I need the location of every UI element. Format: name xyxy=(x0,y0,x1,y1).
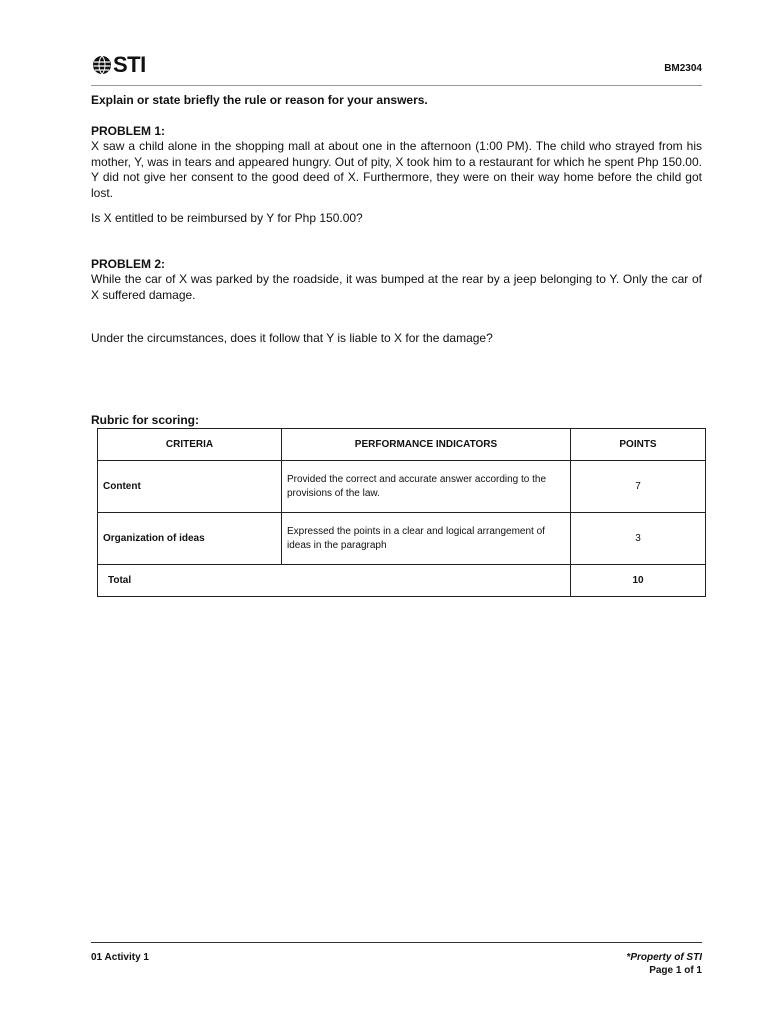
rubric-title: Rubric for scoring: xyxy=(91,413,200,427)
problem-1-title: PROBLEM 1: xyxy=(91,124,166,138)
document-code: BM2304 xyxy=(664,63,702,74)
header-criteria: CRITERIA xyxy=(98,429,282,461)
points-cell: 7 xyxy=(571,461,706,513)
table-row xyxy=(98,461,706,513)
table-row xyxy=(98,513,706,565)
footer-activity-label: 01 Activity 1 xyxy=(91,952,149,963)
property-notice: *Property of STI xyxy=(626,952,702,963)
total-label: Total xyxy=(98,565,571,597)
page-number: Page 1 of 1 xyxy=(649,965,702,976)
header-divider xyxy=(91,85,702,86)
problem-1 xyxy=(91,124,702,201)
indicator-cell: Expressed the points in a clear and logical arrangement of ideas in the paragraph xyxy=(282,513,571,565)
problem-2 xyxy=(91,257,702,303)
rubric-table xyxy=(97,428,706,597)
criteria-cell: Organization of ideas xyxy=(98,513,282,565)
problem-2-text: While the car of X was parked by the roadside, it was bumped at the rear by a jeep belonging to Y. Only the car of X suffered damage. xyxy=(91,272,702,302)
globe-icon xyxy=(91,52,113,78)
logo-text: STI xyxy=(113,52,146,77)
points-cell: 3 xyxy=(571,513,706,565)
problem-1-question: Is X entitled to be reimbursed by Y for Php 150.00? xyxy=(91,211,363,225)
total-points: 10 xyxy=(571,565,706,597)
indicator-cell: Provided the correct and accurate answer according to the provisions of the law. xyxy=(282,461,571,513)
sti-logo xyxy=(91,52,146,78)
rubric-header-row xyxy=(98,429,706,461)
problem-2-title: PROBLEM 2: xyxy=(91,257,166,271)
problem-1-text: X saw a child alone in the shopping mall at about one in the afternoon (1:00 PM). The child who strayed from his mother, Y, was in tears and appeared hungry. Out of pity, X took him to a restaurant for which he spent Php 150.00. Y did not give her consent to the good deed of X. Furthermore, they were on their way home before the child got lost. xyxy=(91,139,702,200)
criteria-cell: Content xyxy=(98,461,282,513)
problem-2-question: Under the circumstances, does it follow that Y is liable to X for the damage? xyxy=(91,331,493,345)
total-row xyxy=(98,565,706,597)
header-performance-indicators: PERFORMANCE INDICATORS xyxy=(282,429,571,461)
header-points: POINTS xyxy=(571,429,706,461)
footer-divider xyxy=(91,942,702,943)
instruction-heading: Explain or state briefly the rule or reason for your answers. xyxy=(91,93,428,107)
footer-right xyxy=(626,951,702,977)
